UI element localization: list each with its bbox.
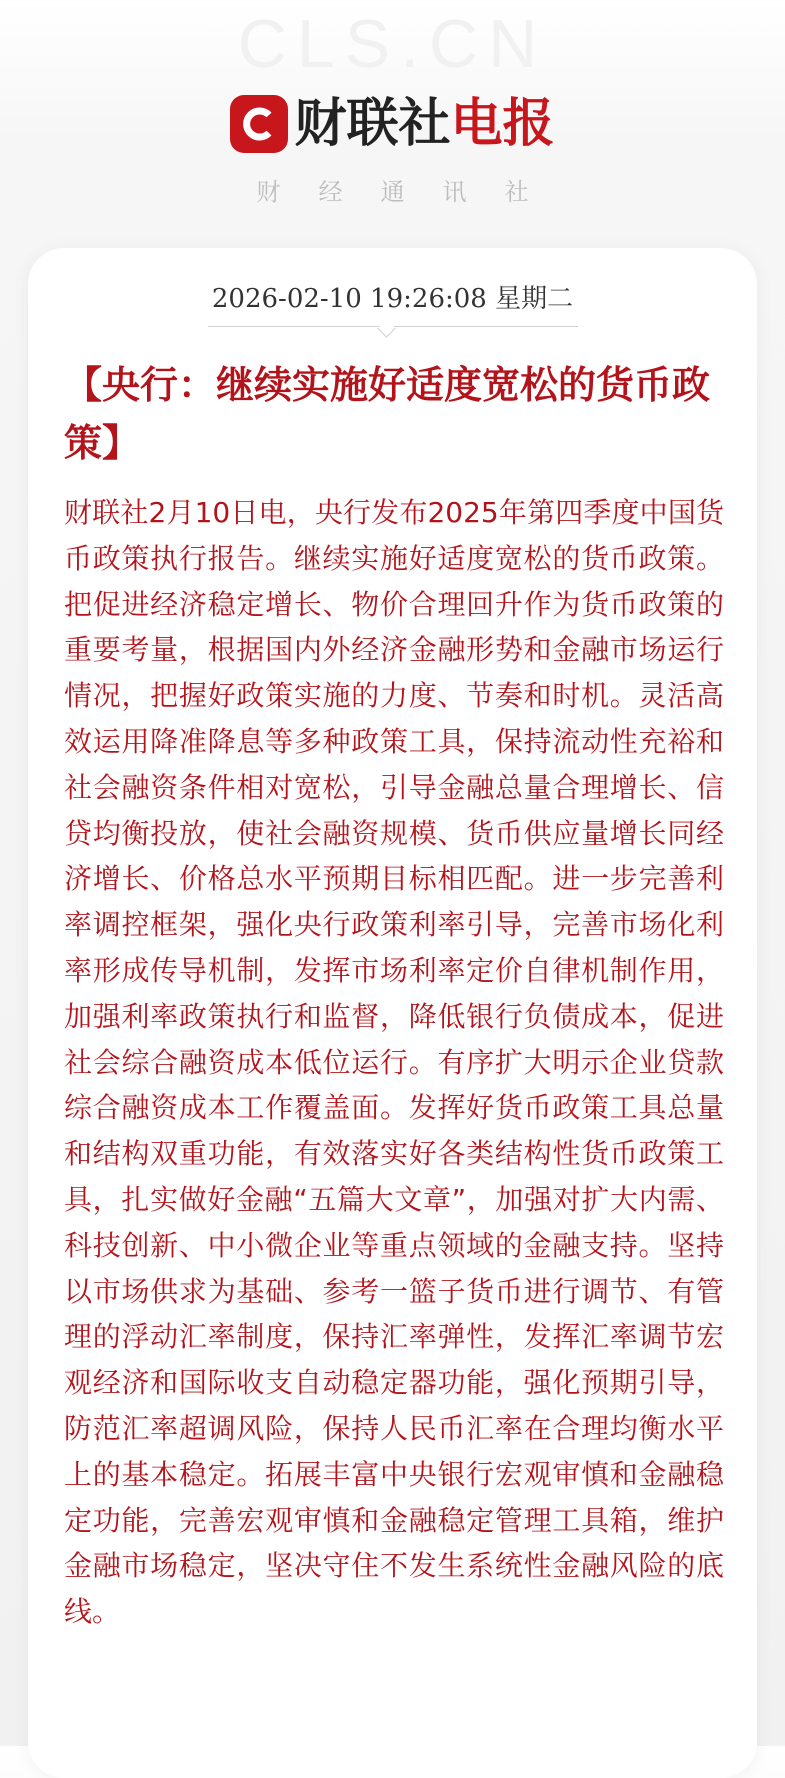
article-datetime: 2026-02-10 19:26:08 星期二 bbox=[211, 284, 574, 314]
article-headline: 【央行：继续实施好适度宽松的货币政策】 bbox=[64, 363, 711, 465]
brand-name: 财联社 bbox=[294, 94, 451, 154]
brand-header bbox=[0, 95, 785, 153]
brand-name-accent: 电报 bbox=[450, 94, 555, 154]
article-body: 财联社2月10日电，央行发布2025年第四季度中国货币政策执行报告。继续实施好适度宽松的货币政策。把促进经济稳定增长、物价合理回升作为货币政策的重要考量，根据国内外经济金融形势和金融市场运行情况，把握好政策实施的力度、节奏和时机。灵活高效运用降准降息等多种政策工具，保持流动性充裕和社会融资条件相对宽松，引导金融总量合理增长、信贷均衡投放，使社会融资规模、货币供应量增长同经济增长、价格总水平预期目标相匹配。进一步完善利率调控框架，强化央行政策利率引导，完善市场化利率形成传导机制，发挥市场利率定价自律机制作用，加强利率政策执行和监督，降低银行负债成本，促进社会综合融资成本低位运行。有序扩大明示企业贷款综合融资成本工作覆盖面。发挥好货币政策工具总量和结构双重功能，有效落实好各类结构性货币政策工具，扎实做好金融“五篇大文章”，加强对扩大内需、科技创新、中小微企业等重点领域的金融支持。坚持以市场供求为基础、参考一篮子货币进行调节、有管理的浮动汇率制度，保持汇率弹性，发挥汇率调节宏观经济和国际收支自动稳定器功能，强化预期引导，防范汇率超调风险，保持人民币汇率在合理均衡水平上的基本稳定。拓展丰富中央银行宏观审慎和金融稳定功能，完善宏观审慎和金融稳定管理工具箱，维护金融市场稳定，坚决守住不发生系统性金融风险的底线。 bbox=[64, 496, 724, 1629]
watermark: CLS.CN bbox=[237, 6, 548, 82]
brand-tagline: 财经通讯社 bbox=[256, 178, 567, 206]
cls-logo-icon bbox=[230, 95, 288, 153]
